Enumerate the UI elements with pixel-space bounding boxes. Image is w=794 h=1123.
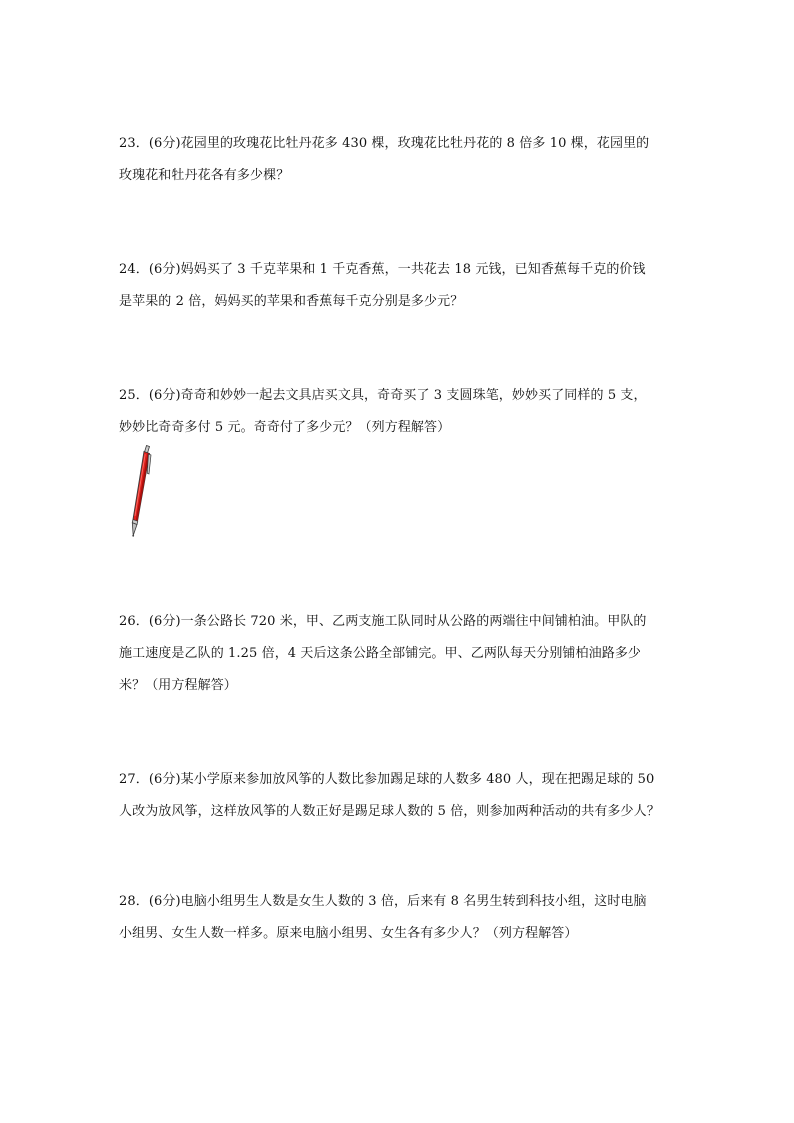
question-28-line-2: 小组男、女生人数一样多。原来电脑小组男、女生各有多少人？（列方程解答） bbox=[119, 926, 578, 941]
question-27 bbox=[119, 764, 679, 828]
question-23 bbox=[119, 128, 679, 192]
pen-ball bbox=[132, 535, 134, 537]
question-24-line-2: 是苹果的 2 倍，妈妈买的苹果和香蕉每千克分别是多少元？ bbox=[119, 294, 464, 309]
question-24-line-1: 24．(6分)妈妈买了 3 千克苹果和 1 千克香蕉，一共花去 18 元钱，已知香蕉每千克的价钱 bbox=[119, 262, 646, 277]
question-26-line-3: 米？（用方程解答） bbox=[119, 678, 237, 693]
question-27-line-1: 27．(6分)某小学原来参加放风筝的人数比参加踢足球的人数多 480 人，现在把踢足球的 50 bbox=[119, 772, 655, 787]
question-28-line-1: 28．(6分)电脑小组男生人数是女生人数的 3 倍，后来有 8 名男生转到科技小组，这时电脑 bbox=[119, 894, 647, 909]
question-23-line-2: 玫瑰花和牡丹花各有多少棵？ bbox=[119, 168, 290, 183]
question-28 bbox=[119, 886, 679, 950]
question-25 bbox=[119, 380, 679, 444]
question-26 bbox=[119, 606, 679, 702]
question-23-line-1: 23．(6分)花园里的玫瑰花比牡丹花多 430 棵，玫瑰花比牡丹花的 8 倍多 10 棵，花园里的 bbox=[119, 136, 650, 151]
question-25-line-2: 妙妙比奇奇多付 5 元。奇奇付了多少元？（列方程解答） bbox=[119, 420, 451, 435]
question-25-line-1: 25．(6分)奇奇和妙妙一起去文具店买文具，奇奇买了 3 支圆珠笔，妙妙买了同样的 5 支， bbox=[119, 388, 647, 403]
question-26-line-1: 26．(6分)一条公路长 720 米，甲、乙两支施工队同时从公路的两端往中间铺柏油。甲队的 bbox=[119, 614, 647, 629]
question-27-line-2: 人改为放风筝，这样放风筝的人数正好是踢足球人数的 5 倍，则参加两种活动的共有多少人？ bbox=[119, 804, 660, 819]
question-26-line-2: 施工速度是乙队的 1.25 倍，4 天后这条公路全部铺完。甲、乙两队每天分别铺柏油路多少 bbox=[119, 646, 642, 661]
question-24 bbox=[119, 254, 679, 318]
pen-icon bbox=[128, 444, 156, 538]
pen-tip bbox=[132, 523, 137, 536]
